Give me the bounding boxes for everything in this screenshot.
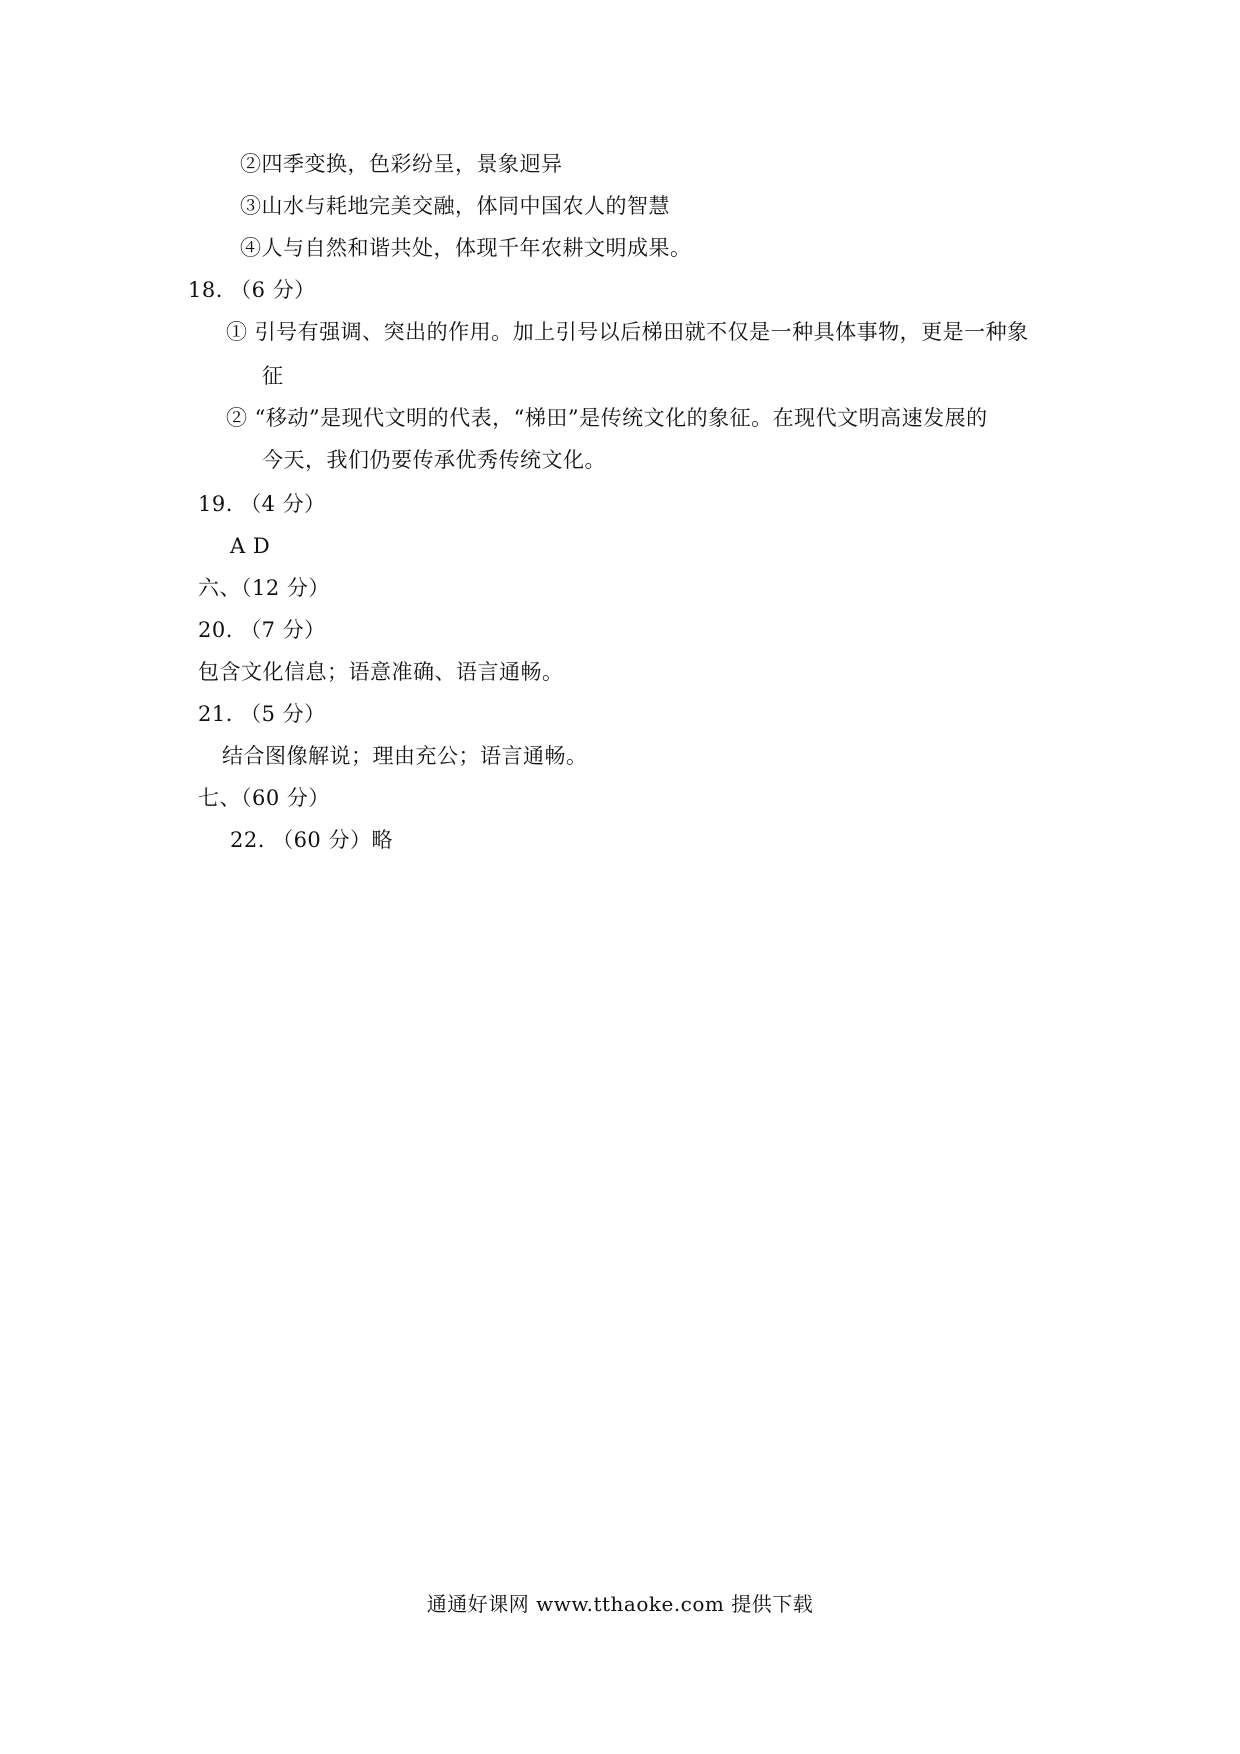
answer-q18-item-1: ① 引号有强调、突出的作用。加上引号以后梯田就不仅是一种具体事物，更是一种象 (226, 320, 1029, 344)
question-22-line: 22. （60 分）略 (230, 828, 393, 852)
answer-q20: 包含文化信息；语意准确、语言通畅。 (198, 660, 564, 684)
question-19-header: 19. （4 分） (198, 492, 326, 516)
question-18-header: 18. （6 分） (188, 278, 316, 302)
answer-q19: A D (230, 534, 271, 558)
section-7-header: 七、（60 分） (198, 786, 330, 810)
answer-q17-item-4: ④人与自然和谐共处，体现千年农耕文明成果。 (240, 236, 692, 260)
answer-q18-item-2-cont: 今天，我们仍要传承优秀传统文化。 (262, 448, 606, 472)
answer-q18-item-1-cont: 征 (262, 364, 284, 388)
question-20-header: 20. （7 分） (198, 618, 326, 642)
section-6-header: 六、（12 分） (198, 576, 330, 600)
answer-q21: 结合图像解说；理由充公；语言通畅。 (222, 744, 588, 768)
question-21-header: 21. （5 分） (198, 702, 326, 726)
page-footer: 通通好课网 www.tthaoke.com 提供下载 (426, 1592, 814, 1616)
answer-q17-item-2: ②四季变换，色彩纷呈，景象迥异 (240, 152, 563, 176)
answer-q17-item-3: ③山水与耗地完美交融，体同中国农人的智慧 (240, 194, 670, 218)
answer-q18-item-2: ② “移动”是现代文明的代表，“梯田”是传统文化的象征。在现代文明高速发展的 (226, 406, 988, 430)
